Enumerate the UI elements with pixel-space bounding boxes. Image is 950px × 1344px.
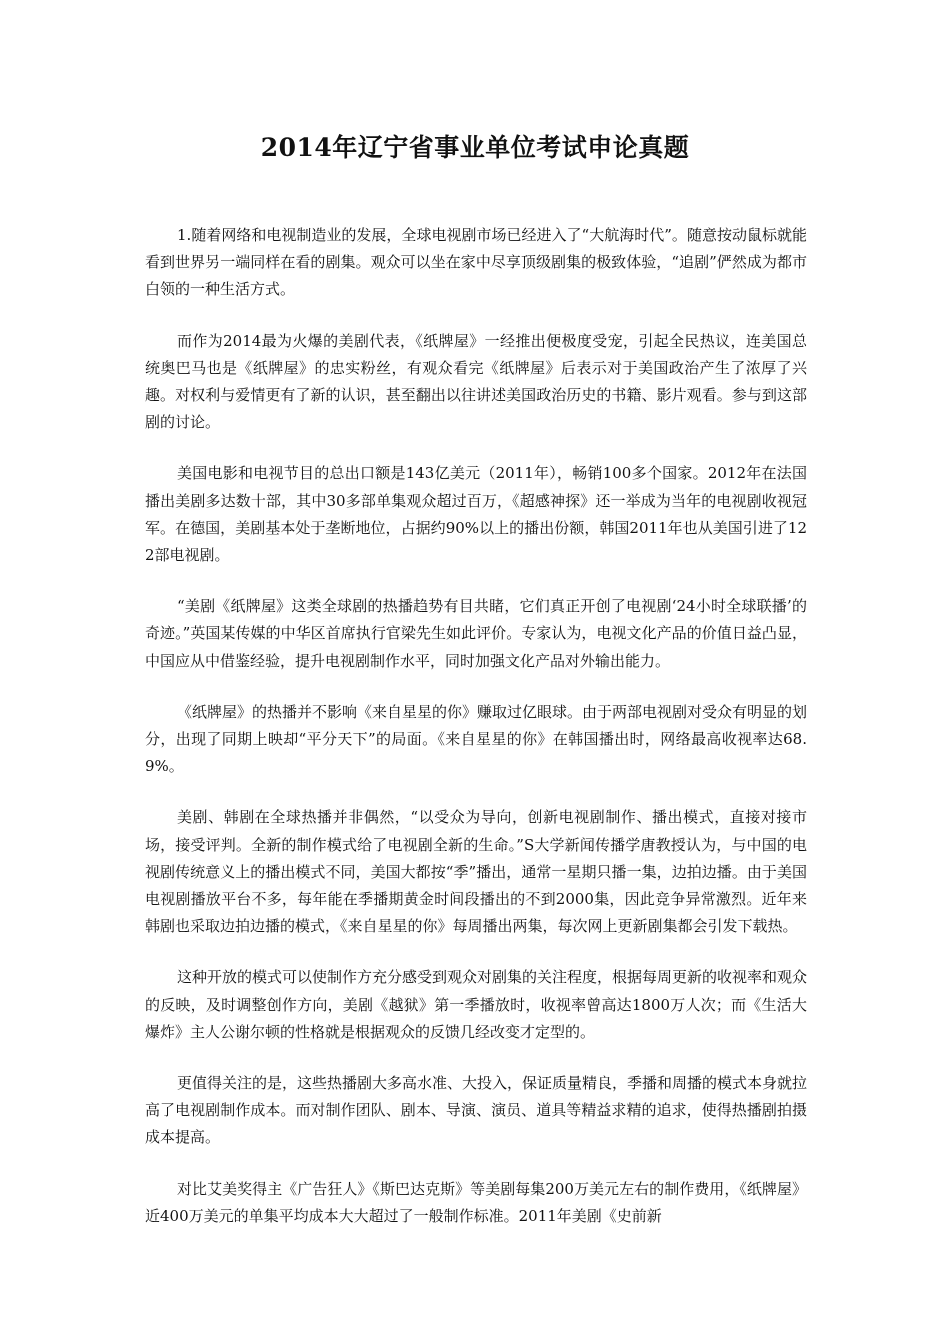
paragraph-6: 美剧、韩剧在全球热播并非偶然，“以受众为导向，创新电视剧制作、播出模式，直接对接市场，接受评判。全新的制作模式给了电视剧全新的生命。”S大学新闻传播学唐教授认为，与中国的电视剧传统意义上的播出模式不同，美国大都按“季”播出，通常一星期只播一集，边拍边播。由于美国电视剧播放平台不多，每年能在季播期黄金时间段播出的不到2000集，因此竞争异常激烈。近年来韩剧也采取边拍边播的模式，《来自星星的你》每周播出两集，每次网上更新剧集都会引发下载热。 — [145, 808, 807, 936]
document-body — [145, 222, 807, 1230]
paragraph-1: 1.随着网络和电视制造业的发展，全球电视剧市场已经进入了“大航海时代”。随意按动鼠标就能看到世界另一端同样在看的剧集。观众可以坐在家中尽享顶级剧集的极致体验，“追剧”俨然成为都市白领的一种生活方式。 — [145, 226, 807, 299]
paragraph-2: 而作为2014最为火爆的美剧代表，《纸牌屋》一经推出便极度受宠，引起全民热议，连美国总统奥巴马也是《纸牌屋》的忠实粉丝，有观众看完《纸牌屋》后表示对于美国政治产生了浓厚了兴趣。对权利与爱情更有了新的认识，甚至翻出以往讲述美国政治历史的书籍、影片观看。参与到这部剧的讨论。 — [145, 331, 807, 432]
paragraph-4: “美剧《纸牌屋》这类全球剧的热播趋势有目共睹，它们真正开创了电视剧‘24小时全球联播’的奇迹。”英国某传媒的中华区首席执行官梁先生如此评价。专家认为，电视文化产品的价值日益凸显，中国应从中借鉴经验，提升电视剧制作水平，同时加强文化产品对外输出能力。 — [145, 597, 807, 670]
document-title: 2014年辽宁省事业单位考试申论真题 — [260, 133, 690, 162]
paragraph-9: 对比艾美奖得主《广告狂人》《斯巴达克斯》等美剧每集200万美元左右的制作费用，《纸牌屋》近400万美元的单集平均成本大大超过了一般制作标准。2011年美剧《史前新 — [145, 1179, 807, 1225]
paragraph-8: 更值得关注的是，这些热播剧大多高水准、大投入，保证质量精良，季播和周播的模式本身就拉高了电视剧制作成本。而对制作团队、剧本、导演、演员、道具等精益求精的追求，使得热播剧拍摄成本提高。 — [145, 1074, 808, 1147]
paragraph-5: 《纸牌屋》的热播并不影响《来自星星的你》赚取过亿眼球。由于两部电视剧对受众有明显的划分，出现了同期上映却“平分天下”的局面。《来自星星的你》在韩国播出时，网络最高收视率达68.9%。 — [145, 702, 808, 776]
paragraph-3: 美国电影和电视节目的总出口额是143亿美元（2011年），畅销100多个国家。2012年在法国播出美剧多达数十部，其中30多部单集观众超过百万，《超感神探》还一举成为当年的电视剧收视冠军。在德国，美剧基本处于垄断地位，占据约90%以上的播出份额，韩国2011年也从美国引进了122部电视剧。 — [145, 464, 807, 565]
paragraph-7: 这种开放的模式可以使制作方充分感受到观众对剧集的关注程度，根据每周更新的收视率和观众的反映，及时调整创作方向，美剧《越狱》第一季播放时，收视率曾高达1800万人次；而《生活大爆炸》主人公谢尔顿的性格就是根据观众的反馈几经改变才定型的。 — [145, 968, 808, 1041]
